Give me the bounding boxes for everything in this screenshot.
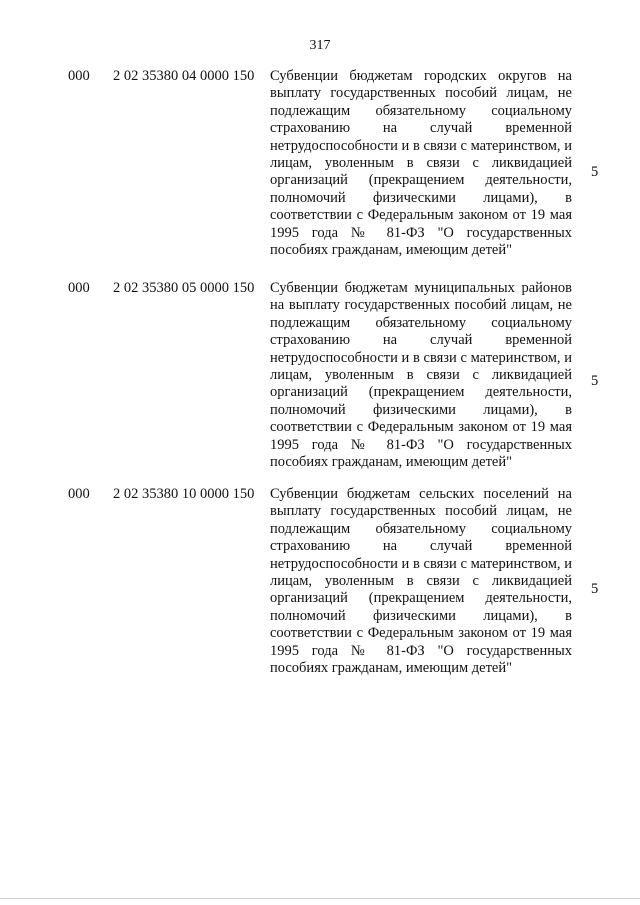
admin-code: 000 xyxy=(68,280,90,296)
admin-code: 000 xyxy=(68,486,90,502)
budget-classification-code: 2 02 35380 10 0000 150 xyxy=(113,486,255,502)
amount-value: 5 xyxy=(591,164,599,180)
amount-value: 5 xyxy=(591,373,599,389)
revenue-description: Субвенции бюджетам муниципальных районов на выплату государственных пособий лицам, не подлежащим обязательному социальному страхованию на случай временной нетрудоспособности и в связи с материнством, и лицам, уволенным в связи с ликвидацией организаций (прекращением деятельности, полномочий физическими лицами), в соответствии с Федеральным законом от 19 мая 1995 года № 81-ФЗ "О государственных пособиях гражданам, имеющим детей" xyxy=(270,280,572,471)
amount-value: 5 xyxy=(591,581,599,597)
revenue-description: Субвенции бюджетам сельских поселений на выплату государственных пособий лицам, не подлежащим обязательному социальному страхованию на случай временной нетрудоспособности и в связи с материнством, и лицам, уволенным в связи с ликвидацией организаций (прекращением деятельности, полномочий физическими лицами), в соответствии с Федеральным законом от 19 мая 1995 года № 81-ФЗ "О государственных пособиях гражданам, имеющим детей" xyxy=(270,486,572,677)
admin-code: 000 xyxy=(68,68,90,84)
budget-classification-code: 2 02 35380 05 0000 150 xyxy=(113,280,255,296)
scan-bottom-edge xyxy=(0,898,640,903)
page-number: 317 xyxy=(309,38,331,53)
revenue-description: Субвенции бюджетам городских округов на выплату государственных пособий лицам, не подлежащим обязательному социальному страхованию на случай временной нетрудоспособности и в связи с материнством, и лицам, уволенным в связи с ликвидацией организаций (прекращением деятельности, полномочий физическими лицами), в соответствии с Федеральным законом от 19 мая 1995 года № 81-ФЗ "О государственных пособиях гражданам, имеющим детей" xyxy=(270,68,572,259)
budget-classification-code: 2 02 35380 04 0000 150 xyxy=(113,68,255,84)
